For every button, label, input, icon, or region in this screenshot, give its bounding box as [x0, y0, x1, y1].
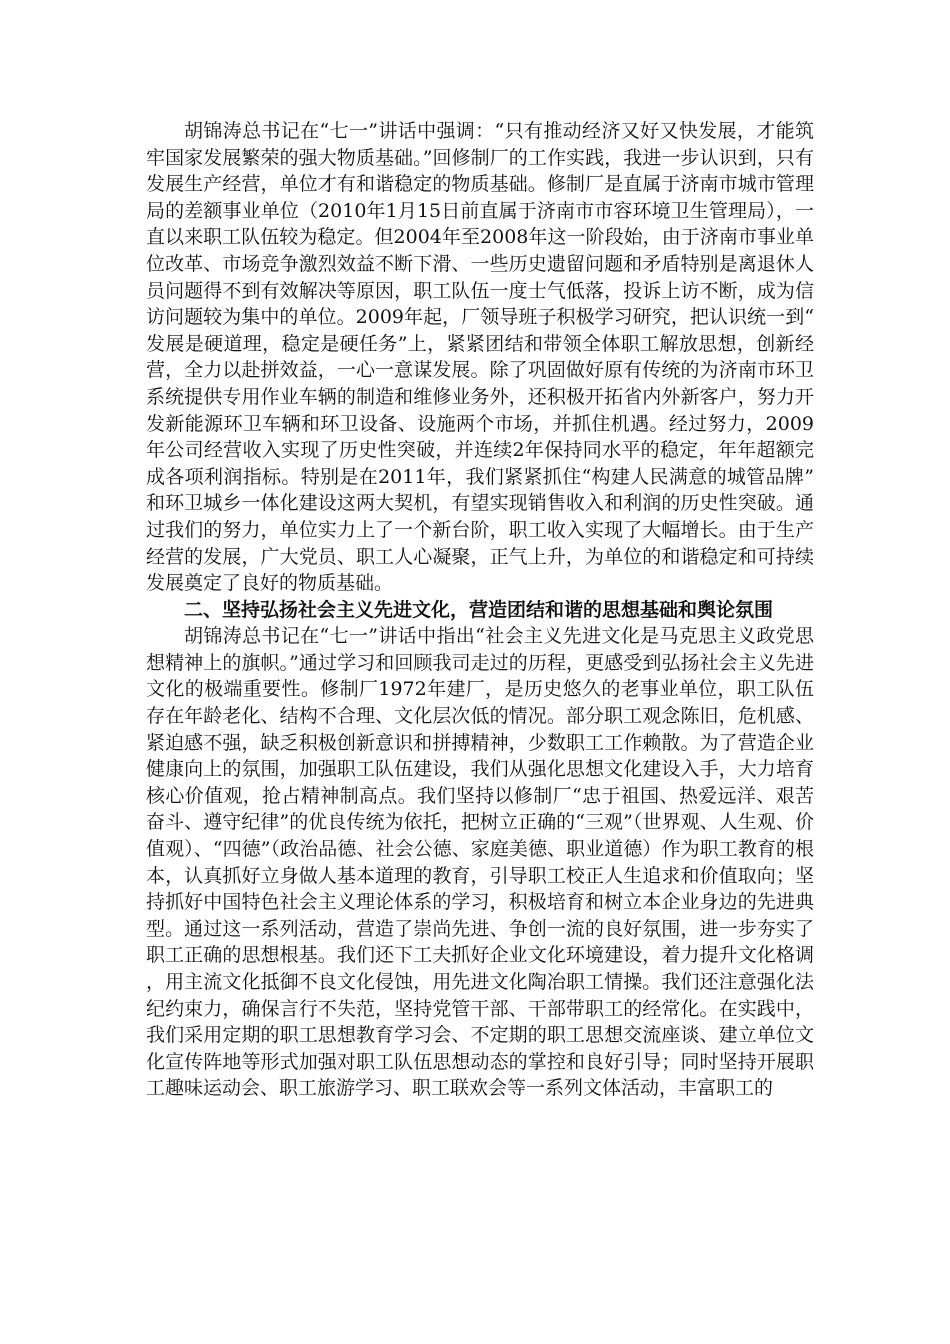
section-heading-2: 二、坚持弘扬社会主义先进文化，营造团结和谐的思想基础和舆论氛围: [184, 598, 774, 621]
body-paragraph-2: 胡锦涛总书记在“七一”讲话中指出“社会主义先进文化是马克思主义政党思想精神上的旗帜。”通过学习和回顾我司走过的历程，更感受到弘扬社会主义先进文化的极端重要性。修制厂1972年建厂，是历史悠久的老事业单位，职工队伍存在年龄老化、结构不合理、文化层次低的情况。部分职工观念陈旧，危机感、紧迫感不强，缺乏积极创新意识和拼搏精神，少数职工工作赖散。为了营造企业健康向上的氛围，加强职工队伍建设，我们从强化思想文化建设入手，大力培育核心价值观，抢占精神制高点。我们坚持以修制厂“忠于祖国、热爱远洋、艰苦奋斗、遵守纪律”的优良传统为依托，把树立正确的“三观”（世界观、人生观、价值观）、“四德”（政治品德、社会公德、家庭美德、职业道德）作为职工教育的根本，认真抓好立身做人基本道理的教育，引导职工校正人生追求和价值取向；坚持抓好中国特色社会主义理论体系的学习，积极培育和树立本企业身边的先进典型。通过这一系列活动，营造了崇尚先进、争创一流的良好氛围，进一步夯实了职工正确的思想根基。我们还下工夫抓好企业文化环境建设，着力提升文化格调，用主流文化抵御不良文化侵蚀，用先进文化陶冶职工情操。我们还注意强化法纪约束力，确保言行不失范，坚持党管干部、干部带职工的经常化。在实践中，我们采用定期的职工思想教育学习会、不定期的职工思想交流座谈、建立单位文化宣传阵地等形式加强对职工队伍思想动态的掌控和良好引导；同时坚持开展职工趣味运动会、职工旅游学习、职工联欢会等一系列文体活动，丰富职工的: [146, 625, 814, 1100]
document-page: [146, 118, 814, 1102]
body-paragraph-1: 胡锦涛总书记在“七一”讲话中强调：“只有推动经济又好又快发展，才能筑牢国家发展繁荣的强大物质基础。”回修制厂的工作实践，我进一步认识到，只有发展生产经营，单位才有和谐稳定的物质基础。修制厂是直属于济南市城市管理局的差额事业单位（2010年1月15日前直属于济南市市容环境卫生管理局），一直以来职工队伍较为稳定。但2004年至2008年这一阶段始，由于济南市事业单位改革、市场竞争激烈效益不断下滑、一些历史遗留问题和矛盾特别是离退休人员问题得不到有效解决等原因，职工队伍一度士气低落，投诉上访不断，成为信访问题较为集中的单位。2009年起，厂领导班子积极学习研究，把认识统一到“发展是硬道理，稳定是硬任务”上，紧紧团结和带领全体职工解放思想，创新经营，全力以赴拼效益，一心一意谋发展。除了巩固做好原有传统的为济南市环卫系统提供专用作业车辆的制造和维修业务外，还积极开拓省内外新客户，努力开发新能源环卫车辆和环卫设备、设施两个市场，并抓住机遇。经过努力，2009年公司经营收入实现了历史性突破，并连续2年保持同水平的稳定，年年超额完成各项利润指标。特别是在2011年，我们紧紧抓住“构建人民满意的城管品牌”和环卫城乡一体化建设这两大契机，有望实现销售收入和利润的历史性突破。通过我们的努力，单位实力上了一个新台阶，职工收入实现了大幅增长。由于生产经营的发展，广大党员、职工人心凝聚，正气上升，为单位的和谐稳定和可持续发展奠定了良好的物质基础。: [146, 120, 814, 595]
